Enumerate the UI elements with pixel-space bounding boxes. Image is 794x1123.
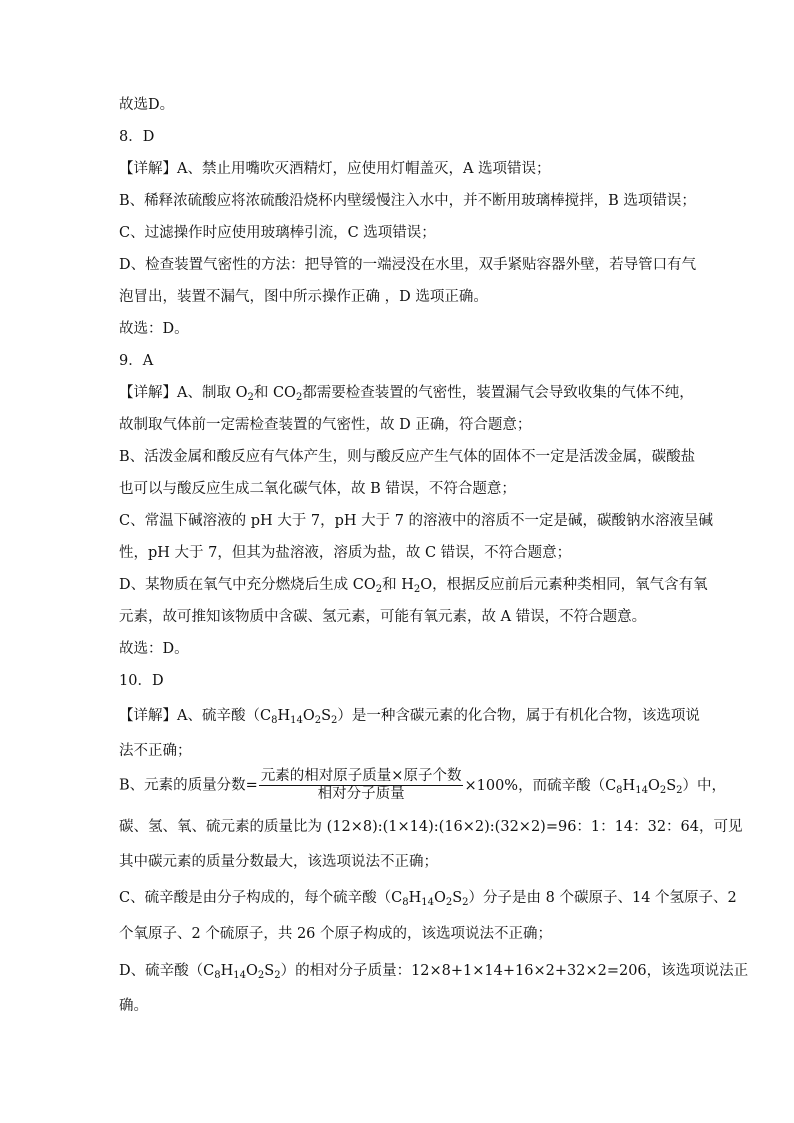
text-line: D、某物质在氧气中充分燃烧后生成 $CO_2$和 $H_2O$，根据反应前后元素种类相同，氧气含有氧 — [119, 577, 708, 595]
text-line: C、硫辛酸是由分子构成的，每个硫辛酸$(C_8H_{14}O_2S_2)$分子是由 8 个碳原子、14 个氢原子、2 — [119, 890, 737, 908]
text-line: 故选D。 — [119, 97, 175, 113]
text-line: 故选：D。 — [119, 321, 189, 337]
text-line: B、活泼金属和酸反应有气体产生，则与酸反应产生气体的固体不一定是活泼金属，碳酸盐 — [119, 449, 696, 465]
text-line: 其中碳元素的质量分数最大，该选项说法不正确； — [119, 854, 438, 870]
text-line: 元素，故可推知该物质中含碳、氢元素，可能有氧元素，故 A 错误，不符合题意。 — [119, 609, 647, 625]
text-line: 碳、氢、氧、硫元素的质量比为 (12×8):(1×14):(16×2):(32×2)=96：1：14：32：64，可见 — [119, 819, 743, 835]
answer-number: 10．D — [119, 673, 164, 689]
text-line: 法不正确； — [119, 743, 192, 759]
text-line: 【详解】A、禁止用嘴吹灭酒精灯，应使用灯帽盖灭，A 选项错误； — [119, 161, 551, 177]
answer-number: 8．D — [119, 129, 155, 145]
text-line: 故选：D。 — [119, 641, 189, 657]
text-line: 个氧原子、2 个硫原子，共 26 个原子构成的，该选项说法不正确； — [119, 926, 553, 942]
text-line: 【详解】A、硫辛酸$(C_8H_{14}O_2S_2)$是一种含碳元素的化合物，属于有机化合物，该选项说 — [119, 708, 700, 726]
text-line: 性，pH 大于 7，但其为盐溶液，溶质为盐，故 C 错误，不符合题意； — [119, 545, 572, 561]
text-line: B、稀释浓硫酸应将浓硫酸沿烧杯内壁缓慢注入水中，并不断用玻璃棒搅拌，B 选项错误； — [119, 193, 696, 209]
answer-number: 9．A — [119, 353, 154, 369]
text-line: 泡冒出，装置不漏气，图中所示操作正确 ，D 选项正确。 — [119, 289, 488, 305]
text-line: 【详解】A、制取 $O_2$和 $CO_2$都需要检查装置的气密性，装置漏气会导致收集的气体不纯， — [119, 385, 694, 403]
fraction — [259, 768, 464, 803]
formula-line: B、元素的质量分数= $\frac{\text{元素的相对原子质量×原子个数}}{\text{相对分子质量}}$ ×100%，而硫辛酸$(C_8H_{14}O_2S_2)$中， — [119, 768, 727, 802]
text-line: D、硫辛酸$(C_8H_{14}O_2S_2)$的相对分子质量：12×8+1×14+16×2+32×2=206，该选项说法正 — [119, 963, 749, 981]
text-line: C、过滤操作时应使用玻璃棒引流，C 选项错误； — [119, 225, 436, 241]
text-line: 确。 — [119, 998, 148, 1014]
text-line: C、常温下碱溶液的 pH 大于 7，pH 大于 7 的溶液中的溶质不一定是碱，碳酸钠水溶液呈碱 — [119, 513, 714, 529]
fraction-denominator: 相对分子质量 — [317, 786, 405, 802]
fraction-numerator: 元素的相对原子质量×原子个数 — [260, 768, 462, 784]
text-line: D、检查装置气密性的方法：把导管的一端浸没在水里，双手紧贴容器外壁，若导管口有气 — [119, 257, 697, 273]
text-line: 故制取气体前一定需检查装置的气密性，故 D 正确，符合题意； — [119, 417, 532, 433]
text-line: 也可以与酸反应生成二氧化碳气体，故 B 错误，不符合题意； — [119, 481, 516, 497]
